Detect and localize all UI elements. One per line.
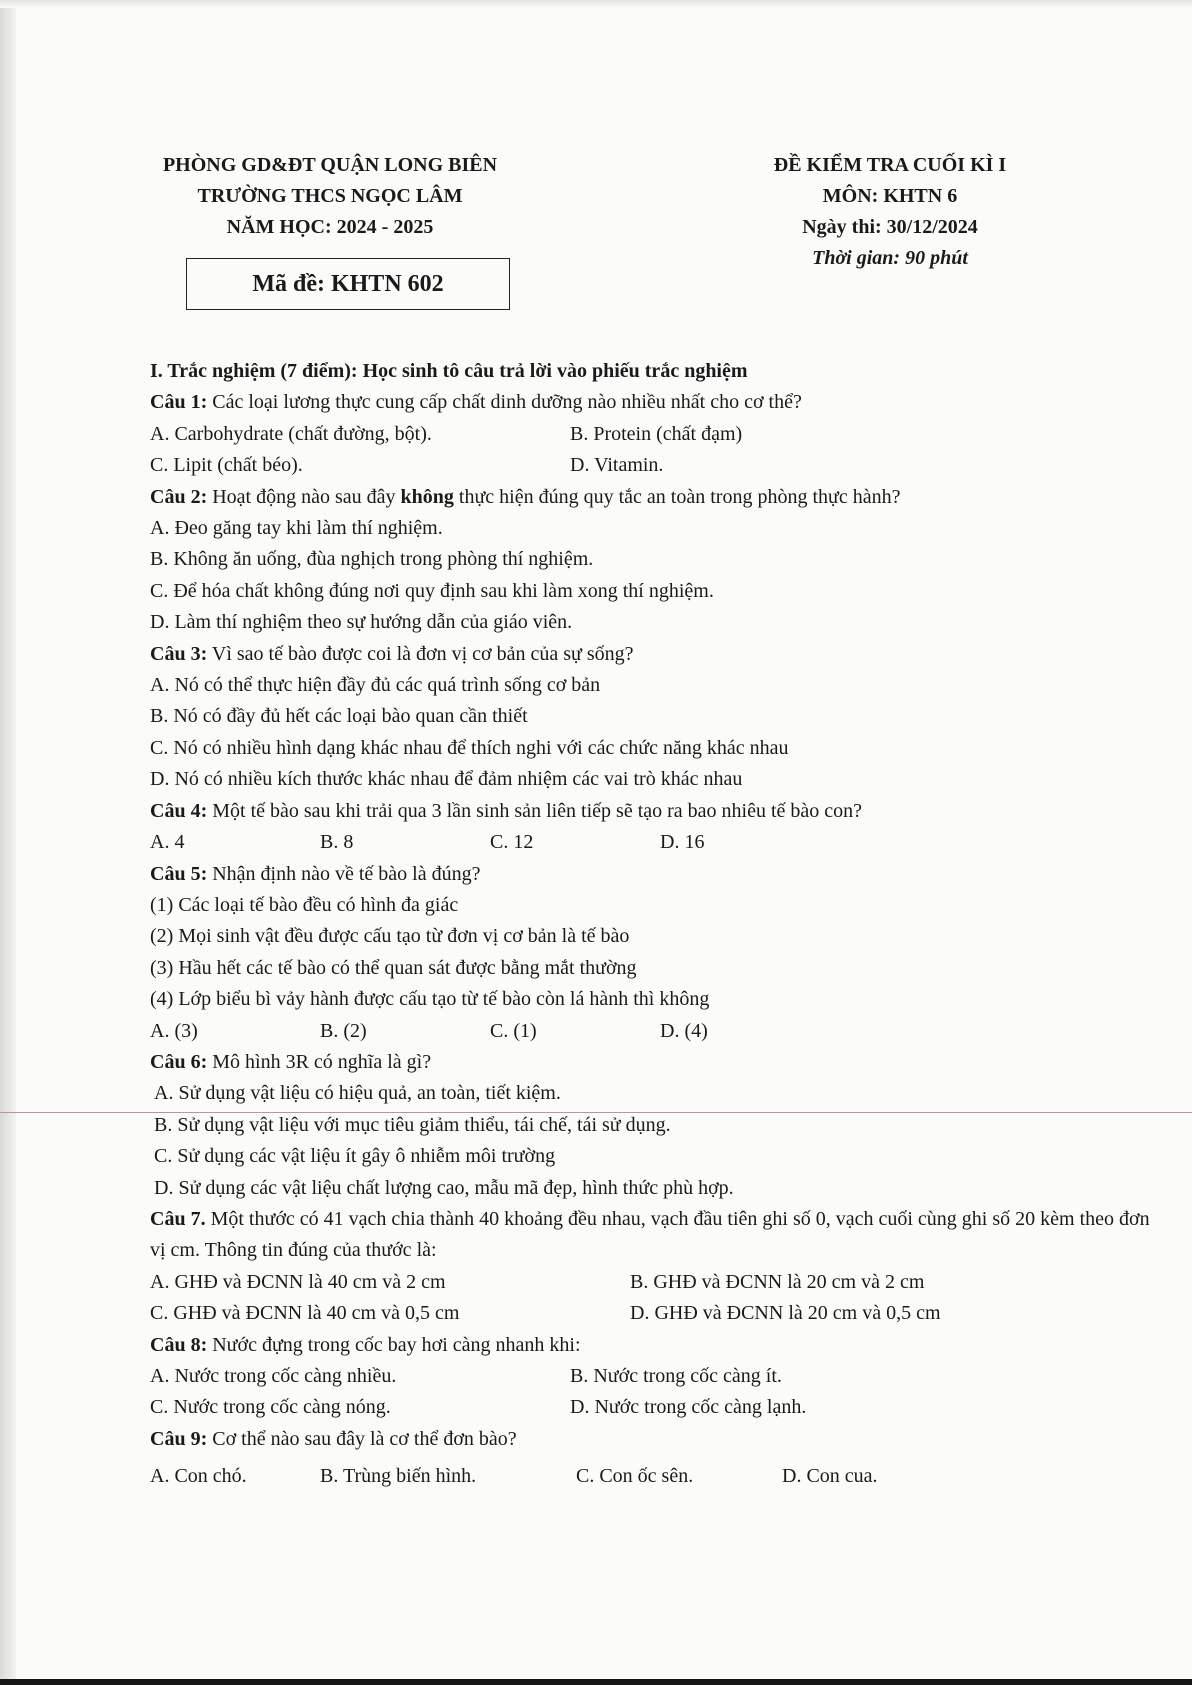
school-name: TRƯỜNG THCS NGỌC LÂM bbox=[197, 185, 463, 207]
question-label: Câu 5: bbox=[150, 862, 208, 885]
question-3 bbox=[150, 639, 1150, 670]
options-row bbox=[150, 1298, 1150, 1329]
option-c: C. Sử dụng các vật liệu ít gây ô nhiễm môi trường bbox=[154, 1145, 556, 1168]
question-1 bbox=[150, 387, 1150, 418]
options-row bbox=[150, 1361, 1150, 1392]
department-name: PHÒNG GD&ĐT QUẬN LONG BIÊN bbox=[162, 154, 498, 176]
option-b: B. Trùng biến hình. bbox=[320, 1465, 477, 1488]
option-b: B. 8 bbox=[320, 831, 354, 854]
exam-body bbox=[150, 356, 1150, 1493]
statement-3: (3) Hầu hết các tế bào có thể quan sát được bằng mắt thường bbox=[150, 956, 637, 979]
statement-4: (4) Lớp biểu bì vảy hành được cấu tạo từ tế bào còn lá hành thì không bbox=[150, 988, 710, 1011]
question-label: Câu 2: bbox=[150, 485, 208, 508]
question-4 bbox=[150, 796, 1150, 827]
option-a: A. (3) bbox=[150, 1019, 198, 1042]
exam-title: ĐỀ KIỂM TRA CUỐI KÌ I bbox=[773, 154, 1007, 176]
options-row bbox=[150, 450, 1150, 481]
exam-date: Ngày thi: 30/12/2024 bbox=[802, 216, 978, 238]
option-a: A. Con chó. bbox=[150, 1465, 247, 1488]
question-text: Nước đựng trong cốc bay hơi càng nhanh khi: bbox=[212, 1333, 581, 1356]
option-b: B. (2) bbox=[320, 1019, 367, 1042]
question-2 bbox=[150, 482, 1150, 513]
question-label: Câu 9: bbox=[150, 1427, 208, 1450]
option-b: B. GHĐ và ĐCNN là 20 cm và 2 cm bbox=[630, 1270, 925, 1293]
scan-edge-bottom bbox=[0, 1679, 1192, 1685]
option-b: B. Không ăn uống, đùa nghịch trong phòng thí nghiệm. bbox=[150, 548, 594, 571]
options-row bbox=[150, 827, 1150, 858]
option-d: D. (4) bbox=[660, 1019, 708, 1042]
question-label: Câu 4: bbox=[150, 799, 208, 822]
option-a: A. GHĐ và ĐCNN là 40 cm và 2 cm bbox=[150, 1270, 446, 1293]
question-text: Nhận định nào về tế bào là đúng? bbox=[212, 862, 481, 885]
option-b: B. Protein (chất đạm) bbox=[570, 422, 743, 445]
option-d: D. 16 bbox=[660, 831, 705, 854]
option-a: A. Nước trong cốc càng nhiều. bbox=[150, 1365, 397, 1387]
option-d: D. Vitamin. bbox=[570, 454, 664, 477]
option-c: C. Để hóa chất không đúng nơi quy định sau khi làm xong thí nghiệm. bbox=[150, 579, 714, 602]
scan-edge-left bbox=[0, 0, 16, 1685]
exam-duration: Thời gian: 90 phút bbox=[812, 247, 968, 269]
statement-1: (1) Các loại tế bào đều có hình đa giác bbox=[150, 893, 459, 916]
option-c: C. GHĐ và ĐCNN là 40 cm và 0,5 cm bbox=[150, 1302, 460, 1325]
question-5 bbox=[150, 859, 1150, 890]
exam-header bbox=[700, 150, 1080, 274]
option-d: D. Con cua. bbox=[782, 1465, 878, 1488]
option-a: A. Carbohydrate (chất đường, bột). bbox=[150, 422, 432, 445]
option-c: C. Nó có nhiều hình dạng khác nhau để thích nghi với các chức năng khác nhau bbox=[150, 736, 789, 759]
scan-edge-top bbox=[0, 0, 1192, 8]
option-a: A. Nó có thể thực hiện đầy đủ các quá trình sống cơ bản bbox=[150, 674, 601, 697]
school-year: NĂM HỌC: 2024 - 2025 bbox=[226, 216, 434, 238]
option-d: D. GHĐ và ĐCNN là 20 cm và 0,5 cm bbox=[630, 1302, 941, 1325]
option-b: B. Nước trong cốc càng ít. bbox=[570, 1365, 782, 1387]
option-c: C. Con ốc sên. bbox=[576, 1465, 694, 1488]
options-row bbox=[150, 1267, 1150, 1298]
question-9 bbox=[150, 1424, 1150, 1455]
question-label: Câu 8: bbox=[150, 1333, 208, 1356]
question-text: Hoạt động nào sau đây bbox=[212, 485, 401, 508]
question-label: Câu 1: bbox=[150, 391, 208, 414]
question-text: Vì sao tế bào được coi là đơn vị cơ bản của sự sống? bbox=[211, 642, 634, 665]
option-b: B. Nó có đầy đủ hết các loại bào quan cần thiết bbox=[150, 705, 528, 728]
exam-subject: MÔN: KHTN 6 bbox=[822, 185, 958, 207]
options-row bbox=[150, 1392, 1150, 1423]
option-c: C. Nước trong cốc càng nóng. bbox=[150, 1396, 391, 1419]
question-6 bbox=[150, 1047, 1150, 1078]
options-row bbox=[150, 1461, 1150, 1492]
option-a: A. 4 bbox=[150, 831, 185, 854]
options-row bbox=[150, 419, 1150, 450]
question-text: Một thước có 41 vạch chia thành 40 khoảng đều nhau, vạch đầu tiên ghi số 0, vạch cuối cùng ghi số 20 kèm theo đơn vị cm. Thông tin đúng của thước là: bbox=[150, 1207, 1150, 1262]
section-title: I. Trắc nghiệm (7 điểm): Học sinh tô câu trả lời vào phiếu trắc nghiệm bbox=[150, 360, 748, 382]
option-a: A. Đeo găng tay khi làm thí nghiệm. bbox=[150, 517, 443, 540]
question-text: Cơ thể nào sau đây là cơ thể đơn bào? bbox=[212, 1427, 517, 1450]
question-text: Một tế bào sau khi trải qua 3 lần sinh sản liên tiếp sẽ tạo ra bao nhiêu tế bào con? bbox=[212, 799, 863, 822]
option-b: B. Sử dụng vật liệu với mục tiêu giảm thiểu, tái chế, tái sử dụng. bbox=[154, 1113, 671, 1136]
option-c: C. 12 bbox=[490, 831, 534, 854]
question-text: thực hiện đúng quy tắc an toàn trong phòng thực hành? bbox=[453, 485, 901, 508]
option-d: D. Sử dụng các vật liệu chất lượng cao, mẫu mã đẹp, hình thức phù hợp. bbox=[154, 1176, 734, 1199]
question-label: Câu 3: bbox=[150, 642, 208, 665]
question-label: Câu 6: bbox=[150, 1050, 208, 1073]
exam-code: Mã đề: KHTN 602 bbox=[252, 270, 444, 297]
question-text: Các loại lương thực cung cấp chất dinh dưỡng nào nhiều nhất cho cơ thể? bbox=[212, 391, 802, 414]
option-c: C. Lipit (chất béo). bbox=[150, 454, 303, 477]
school-header bbox=[130, 150, 530, 243]
statement-2: (2) Mọi sinh vật đều được cấu tạo từ đơn vị cơ bản là tế bào bbox=[150, 925, 630, 948]
question-8 bbox=[150, 1330, 1150, 1361]
question-label: Câu 7. bbox=[150, 1207, 206, 1230]
exam-code-box bbox=[186, 258, 510, 310]
question-emphasis: không bbox=[400, 485, 454, 508]
option-c: C. (1) bbox=[490, 1019, 537, 1042]
options-row bbox=[150, 1016, 1150, 1047]
option-d: D. Nước trong cốc càng lạnh. bbox=[570, 1396, 807, 1419]
option-d: D. Làm thí nghiệm theo sự hướng dẫn của giáo viên. bbox=[150, 611, 573, 634]
question-7 bbox=[150, 1204, 1150, 1267]
option-d: D. Nó có nhiều kích thước khác nhau để đảm nhiệm các vai trò khác nhau bbox=[150, 768, 743, 791]
question-text: Mô hình 3R có nghĩa là gì? bbox=[212, 1050, 432, 1073]
option-a: A. Sử dụng vật liệu có hiệu quả, an toàn, tiết kiệm. bbox=[154, 1082, 561, 1105]
